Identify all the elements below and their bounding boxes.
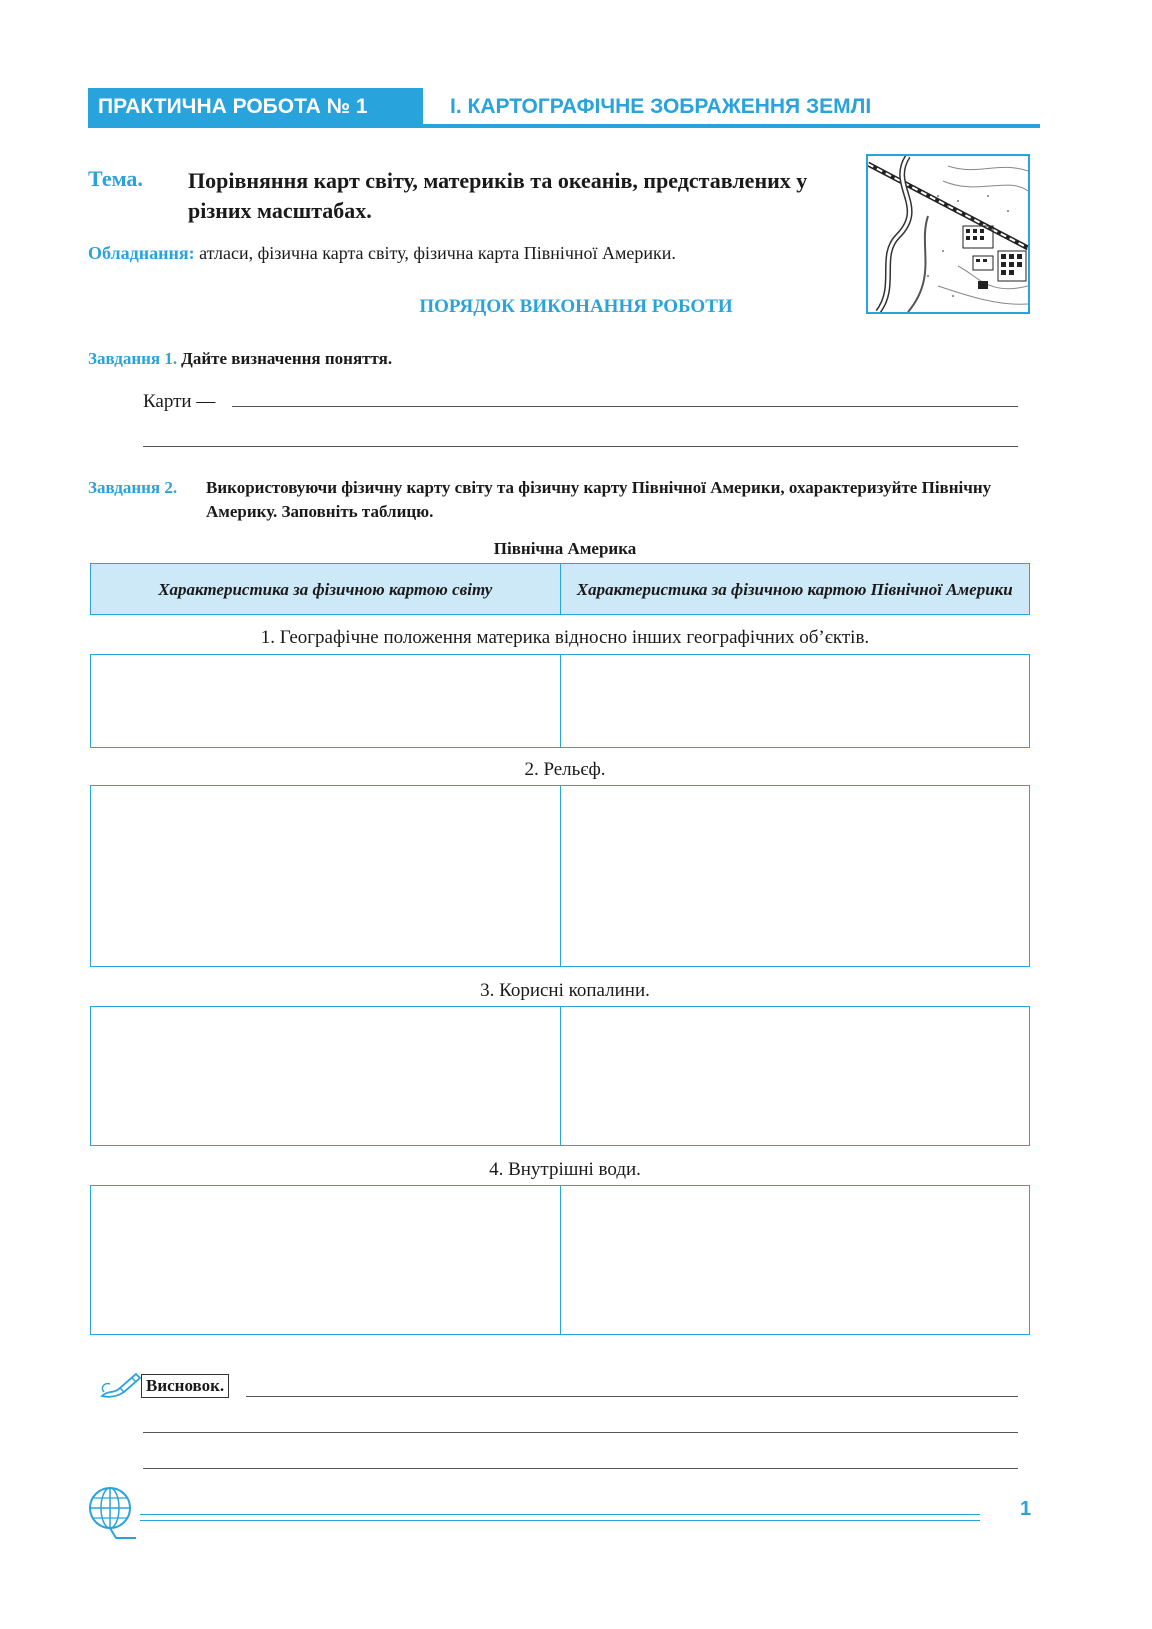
practical-work-label: ПРАКТИЧНА РОБОТА № 1 (88, 88, 423, 126)
header-rule (88, 124, 1040, 128)
answer-cell[interactable] (561, 1007, 1030, 1145)
footer-rule (140, 1514, 980, 1515)
column-header-north-america-map: Характеристика за фізичною картою Північної Америки (576, 579, 1013, 599)
table-row (90, 654, 1030, 748)
task-2 (88, 476, 1048, 524)
answer-line[interactable] (143, 1468, 1018, 1469)
answer-cell[interactable] (561, 655, 1030, 747)
globe-icon (86, 1486, 142, 1547)
equipment-text: атласи, фізична карта світу, фізична карта Північної Америки. (199, 243, 676, 263)
answer-line[interactable] (246, 1396, 1018, 1397)
answer-cell[interactable] (91, 1007, 561, 1145)
answer-cell[interactable] (91, 655, 561, 747)
procedure-title: ПОРЯДОК ВИКОНАННЯ РОБОТИ (419, 296, 733, 317)
table-row (90, 1185, 1030, 1335)
answer-cell[interactable] (91, 786, 561, 966)
section-title-waters: 4. Внутрішні води. (489, 1159, 641, 1180)
table-row (90, 1006, 1030, 1146)
task-2-label: Завдання 2. (88, 478, 178, 497)
task-1-label: Завдання 1. (88, 349, 178, 368)
section-title-relief: 2. Рельєф. (524, 759, 606, 780)
topographic-map-image (866, 154, 1030, 314)
equipment-line (88, 243, 676, 264)
page-number: 1 (1020, 1498, 1032, 1520)
column-header-world-map: Характеристика за фізичною картою світу (91, 564, 561, 614)
task-1-text: Дайте визначення поняття. (181, 349, 393, 368)
answer-line[interactable] (143, 1432, 1018, 1433)
term-maps: Карти — (143, 391, 216, 412)
conclusion-label: Висновок. (141, 1374, 229, 1398)
table-row (90, 785, 1030, 967)
topic-label: Тема. (88, 166, 143, 191)
table-header (90, 563, 1030, 615)
section-title: І. КАРТОГРАФІЧНЕ ЗОБРАЖЕННЯ ЗЕМЛІ (450, 95, 872, 118)
footer-rule (140, 1520, 980, 1521)
section-title-position: 1. Географічне положення материка відносно інших географічних об’єктів. (260, 627, 870, 648)
answer-line[interactable] (232, 406, 1018, 407)
pencil-hand-icon (98, 1370, 142, 1405)
equipment-label: Обладнання: (88, 243, 195, 263)
task-1 (88, 349, 392, 369)
table-title: Північна Америка (493, 539, 637, 558)
answer-cell[interactable] (91, 1186, 561, 1334)
answer-line[interactable] (143, 446, 1018, 447)
topic-text: Порівняння карт світу, материків та океанів, представлених у різних масштабах. (188, 168, 808, 223)
section-title-minerals: 3. Корисні копалини. (480, 980, 650, 1001)
task-2-text: Використовуючи фізичну карту світу та фізичну карту Північної Америки, охарактеризуйте Північну Америку. Заповніть таблицю. (206, 478, 992, 521)
answer-cell[interactable] (561, 1186, 1030, 1334)
answer-cell[interactable] (561, 786, 1030, 966)
